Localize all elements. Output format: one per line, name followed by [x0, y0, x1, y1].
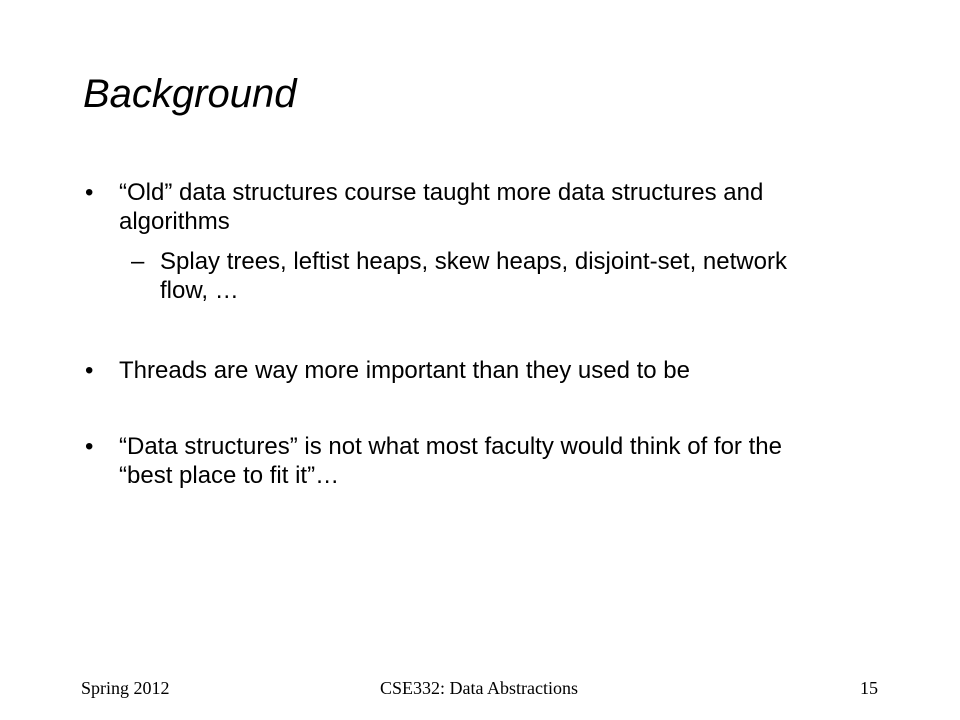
- sub-bullet-marker: –: [131, 248, 145, 275]
- bullet-marker: •: [85, 179, 94, 206]
- bullet-line: “Old” data structures course taught more data structures and: [119, 179, 764, 206]
- bullet-text: [119, 178, 879, 236]
- bullet-marker: •: [85, 357, 94, 384]
- bullet-text: [119, 356, 879, 385]
- bullet-line: algorithms: [119, 208, 230, 235]
- footer-term: Spring 2012: [81, 678, 170, 698]
- sub-bullet-line: flow, …: [160, 277, 239, 304]
- bullet-line: “best place to fit it”…: [119, 462, 340, 489]
- sub-bullet-text: [160, 247, 880, 305]
- bullet-line: Threads are way more important than they used to be: [119, 357, 690, 384]
- bullet-line: “Data structures” is not what most faculty would think of for the: [119, 433, 782, 460]
- sub-bullet-line: Splay trees, leftist heaps, skew heaps, disjoint-set, network: [160, 248, 787, 275]
- footer-course: CSE332: Data Abstractions: [380, 678, 578, 698]
- slide-title: Background: [83, 72, 297, 116]
- bullet-marker: •: [85, 433, 94, 460]
- bullet-text: [119, 432, 879, 490]
- footer-page-number: 15: [860, 678, 878, 698]
